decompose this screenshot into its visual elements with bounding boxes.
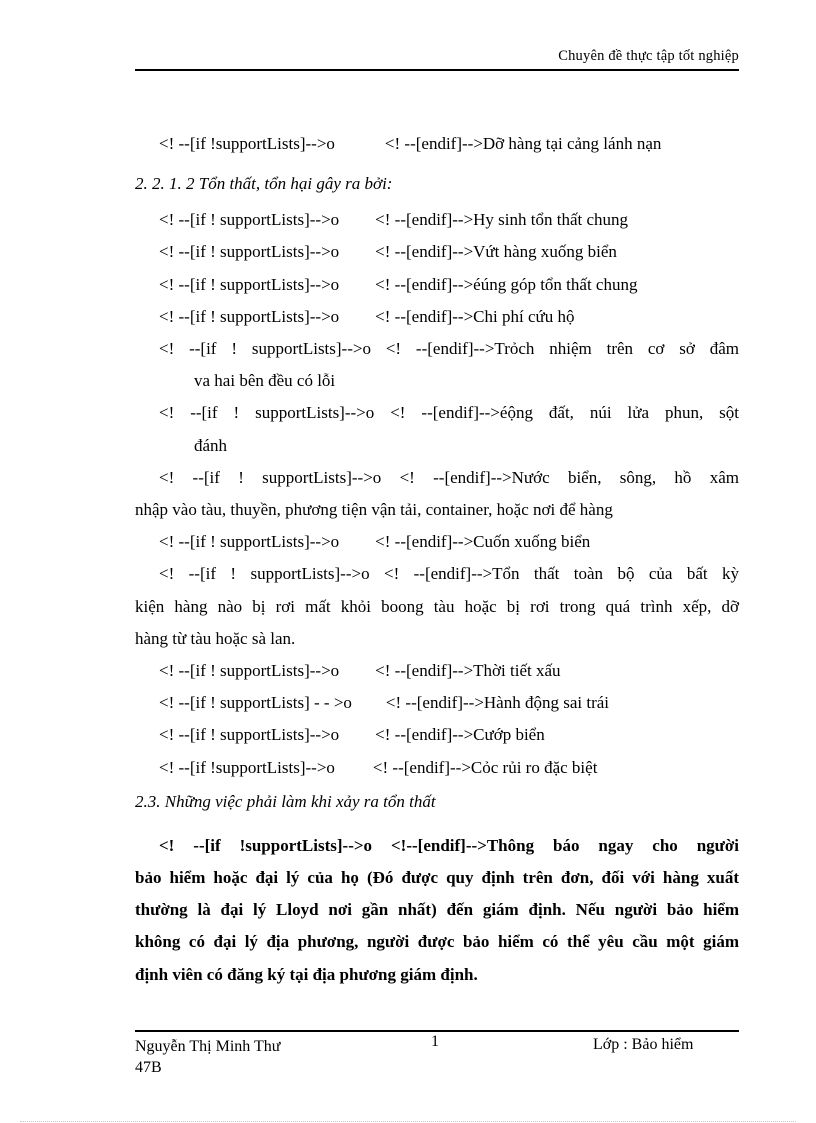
page-edge-divider — [20, 1121, 796, 1122]
list-item — [135, 752, 739, 784]
list-item — [135, 687, 739, 719]
list-marker: <! --[if ! supportLists]-->o — [159, 661, 340, 681]
list-item — [135, 462, 739, 494]
section-heading-23: 2.3. Những việc phải làm khi xảy ra tổn thất — [135, 791, 436, 811]
document-body — [135, 128, 739, 991]
list-item-continuation: đánh — [194, 435, 228, 455]
list-marker: <! --[if ! supportLists] - - >o — [159, 693, 352, 713]
list-item — [135, 301, 739, 333]
list-marker: <! --[if ! supportLists]-->o — [159, 564, 370, 584]
list-marker: <! --[if ! supportLists]-->o — [159, 725, 340, 745]
paragraph-line: thường là đại lý Lloyd nơi gần nhất) đến giám định. Nếu người bảo hiểm — [135, 900, 739, 920]
footer-class-label: Lớp : Bảo hiểm — [593, 1036, 694, 1053]
list-text: <! --[endif]-->Dỡ hàng tại cảng lánh nạn — [384, 134, 662, 153]
list-text: <! --[endif]-->éộng đất, núi lửa phun, sột — [390, 403, 740, 423]
list-marker: <! --[if ! supportLists]-->o — [159, 274, 340, 294]
list-text: <! --[endif]-->Thời tiết xấu — [375, 661, 561, 681]
list-item — [135, 397, 739, 429]
list-item — [135, 204, 739, 236]
list-item — [135, 558, 739, 590]
list-item — [135, 719, 739, 751]
section-heading-2212: 2. 2. 1. 2 Tổn thất, tổn hại gây ra bởi: — [135, 174, 393, 194]
list-text: <! --[endif]-->Cướp biển — [375, 725, 545, 745]
bold-paragraph — [135, 830, 739, 991]
list-marker: <! --[if !supportLists]-->o — [159, 134, 335, 153]
footer-author: Nguyễn Thị Minh Thư — [135, 1038, 281, 1055]
list-marker: <! --[if ! supportLists]-->o — [159, 532, 340, 552]
list-marker: <! --[if ! supportLists]-->o — [159, 242, 340, 262]
list-text: <!--[endif]-->Thông báo ngay cho người — [390, 835, 739, 855]
list-text: <! --[endif]-->Cỏc rủi ro đặc biệt — [372, 757, 598, 777]
list-text: <! --[endif]-->Tổn thất toàn bộ của bất kỳ — [384, 564, 739, 584]
list-item-continuation: hàng từ tàu hoặc sà lan. — [135, 628, 296, 648]
paragraph-line: định viên có đăng ký tại địa phương giám định. — [135, 964, 478, 984]
list-marker: <! --[if ! supportLists]-->o — [159, 403, 375, 423]
list-item — [135, 655, 739, 687]
list-text: <! --[endif]-->Chi phí cứu hộ — [375, 306, 575, 326]
list-text: <! --[endif]-->Cuốn xuống biển — [375, 532, 591, 552]
list-item — [135, 526, 739, 558]
list-text: <! --[endif]-->Hy sinh tổn thất chung — [375, 210, 629, 230]
list-item-continuation: nhập vào tàu, thuyền, phương tiện vận tải, container, hoặc nơi để hàng — [135, 500, 613, 520]
paragraph-line: không có đại lý địa phương, người được bảo hiểm có thể yêu cầu một giám — [135, 932, 739, 952]
list-text: <! --[endif]-->éúng góp tổn thất chung — [375, 274, 638, 294]
list-marker: <! --[if ! supportLists]-->o — [159, 306, 340, 326]
list-text: <! --[endif]-->Trỏch nhiệm trên cơ sở đâm — [385, 339, 739, 359]
page-header-title: Chuyên đề thực tập tốt nghiệp — [558, 48, 739, 64]
list-item-continuation: kiện hàng nào bị rơi mất khỏi boong tàu hoặc bị rơi trong quá trình xếp, dỡ — [135, 596, 739, 616]
list-marker: <! --[if ! supportLists]-->o — [159, 339, 371, 359]
footer-class-code: 47B — [135, 1059, 162, 1076]
list-text: <! --[endif]-->Vứt hàng xuống biển — [375, 242, 617, 262]
footer-rule — [135, 1030, 739, 1032]
list-item-continuation: va hai bên đều có lỗi — [194, 371, 336, 391]
list-item — [135, 269, 739, 301]
list-item — [135, 236, 739, 268]
list-text: <! --[endif]-->Nước biển, sông, hồ xâm — [399, 467, 739, 487]
list-marker: <! --[if ! supportLists]-->o — [159, 210, 340, 230]
paragraph-line — [135, 830, 739, 862]
list-item — [135, 333, 739, 365]
list-marker: <! --[if !supportLists]-->o — [159, 757, 335, 777]
list-item — [135, 128, 739, 160]
list-text: <! --[endif]-->Hành động sai trái — [385, 693, 610, 713]
page-number: 1 — [431, 1033, 439, 1050]
list-marker: <! --[if ! supportLists]-->o — [159, 467, 382, 487]
footer-author-block — [135, 1036, 280, 1078]
list-marker: <! --[if !supportLists]-->o — [159, 835, 373, 855]
paragraph-line: bảo hiểm hoặc đại lý của họ (Đó được quy định trên đơn, đối với hàng xuất — [135, 868, 739, 888]
header-rule — [135, 69, 739, 71]
